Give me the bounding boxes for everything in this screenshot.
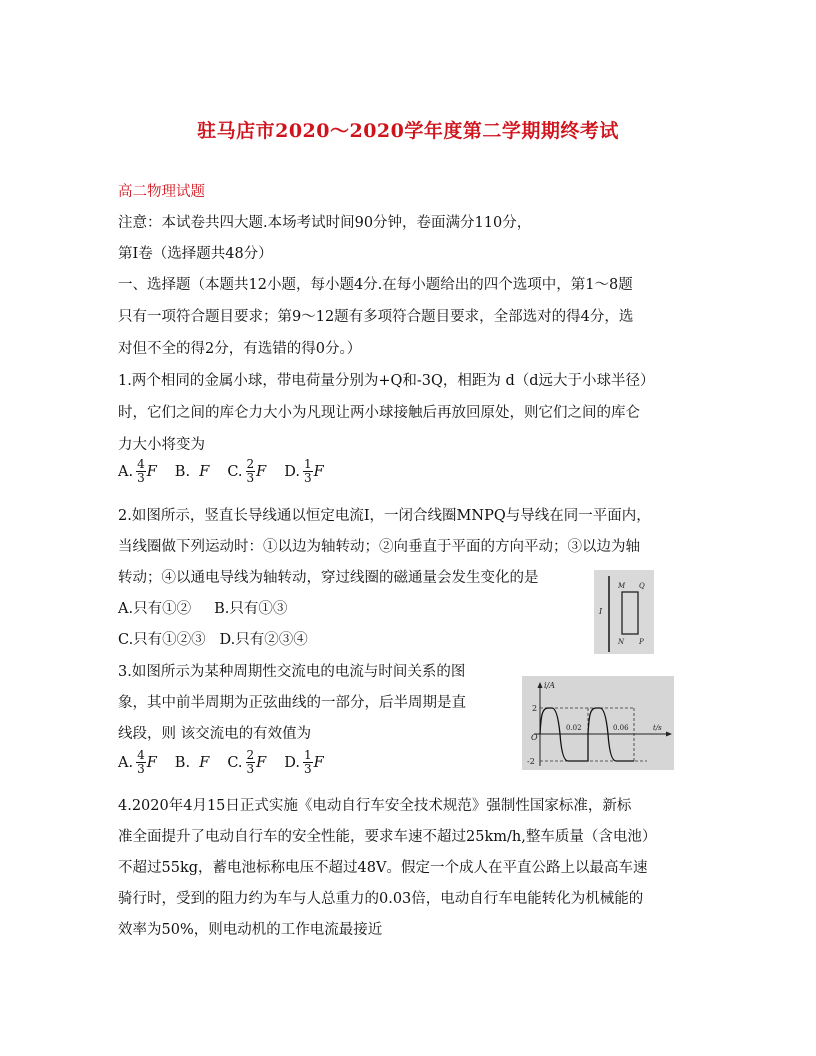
subject-heading: 高二物理试题 [118,184,205,200]
fraction: $\frac{1}{3}$ [303,748,312,776]
notice-text: 注意：本试卷共四大题.本场考试时间90分钟，卷面满分110分， [118,215,532,231]
section-instructions-line: 对但不全的得2分，有选错的得0分。） [118,341,362,357]
corner-m-label: M [618,582,626,590]
fraction: $\frac{2}{3}$ [246,457,255,485]
question-1-line: 力大小将变为 [118,437,205,453]
question-2-line: 转动；④以通电导线为轴转动，穿过线圈的磁通量会发生变化的是 [118,570,539,586]
question-1-options [118,458,342,485]
question-3-line: 象，其中前半周期为正弦曲线的一部分，后半周期是直 [118,695,466,711]
question-4-line: 骑行时，受到的阻力约为车与人总重力的0.03倍，电动自行车电能转化为机械能的 [118,891,644,907]
question-4-line: 效率为50%，则电动机的工作电流最接近 [118,922,383,938]
y-negative-label: -2 [527,757,535,766]
question-4-line: 4.2020年4月15日正式实施《电动自行车安全技术规范》强制性国家标准，新标 [118,798,632,814]
question-2-line: 当线圈做下列运动时：①以边为轴转动；②向垂直于平面的方向平动；③以边为轴 [118,539,640,555]
option-a: A.只有①② [118,601,192,617]
volume-heading: 第Ⅰ卷（选择题共48分） [118,246,273,262]
section-instructions-line: 一、选择题（本题共12小题，每小题4分.在每小题给出的四个选项中，第1～8题 [118,277,633,293]
current-label: I [599,607,603,616]
question-1-line: 时，它们之间的库仑力大小为凡现让两小球接触后再放回原处，则它们之间的库仑 [118,405,640,421]
option-b: B.只有①③ [214,601,288,617]
option-a: A. $\frac{4}{3}$ F [118,748,157,776]
option-d: D.只有②③④ [219,632,308,648]
question-2-options-ab [118,597,287,618]
corner-n-label: N [618,638,625,646]
option-c: C. $\frac{2}{3}$ F [227,457,267,485]
fraction: $\frac{4}{3}$ [137,748,145,776]
option-d: D. $\frac{1}{3}$ F [284,748,324,776]
t2-label: 0.06 [613,724,629,732]
fraction: $\frac{2}{3}$ [246,748,255,776]
question-2-line: 2.如图所示，竖直长导线通以恒定电流Ⅰ，一闭合线圈MNPQ与导线在同一平面内， [118,508,651,524]
option-c: C. $\frac{2}{3}$ F [227,748,267,776]
fraction: $\frac{1}{3}$ [303,457,312,485]
question-1-line: 1.两个相同的金属小球，带电荷量分别为+Q和-3Q，相距为 d（d远大于小球半径） [118,373,655,389]
question-2-options-cd [118,628,308,649]
y-positive-label: 2 [532,704,538,713]
fraction: $\frac{4}{3}$ [137,457,145,485]
question-4-line: 不超过55kg，蓄电池标称电压不超过48V。假定一个成人在平直公路上以最高车速 [118,860,648,876]
option-b: B. F [174,463,210,480]
wire-loop-figure [594,570,654,654]
current-time-graph [522,676,674,770]
x-axis-label: t/s [653,724,662,732]
option-b: B. F [174,754,210,771]
section-instructions-line: 只有一项符合题目要求；第9～12题有多项符合题目要求，全部选对的得4分，选 [118,309,634,325]
option-d: D. $\frac{1}{3}$ F [284,457,324,485]
question-3-options [118,749,342,776]
question-3-line: 3.如图所示为某种周期性交流电的电流与时间关系的图 [118,664,466,680]
option-c: C.只有①②③ [118,632,206,648]
origin-label: O [531,733,538,742]
corner-p-label: P [639,638,644,646]
t1-label: 0.02 [566,724,582,732]
y-axis-label: i/A [544,681,556,690]
page-title: 驻马店市2020～2020学年度第二学期期终考试 [197,120,619,142]
question-4-line: 准全面提升了电动自行车的安全性能，要求车速不超过25km/h,整车质量（含电池） [118,829,657,845]
question-3-line: 线段，则 该交流电的有效值为 [118,726,312,742]
corner-q-label: Q [639,582,645,590]
option-a: A. $\frac{4}{3}$ F [118,457,157,485]
